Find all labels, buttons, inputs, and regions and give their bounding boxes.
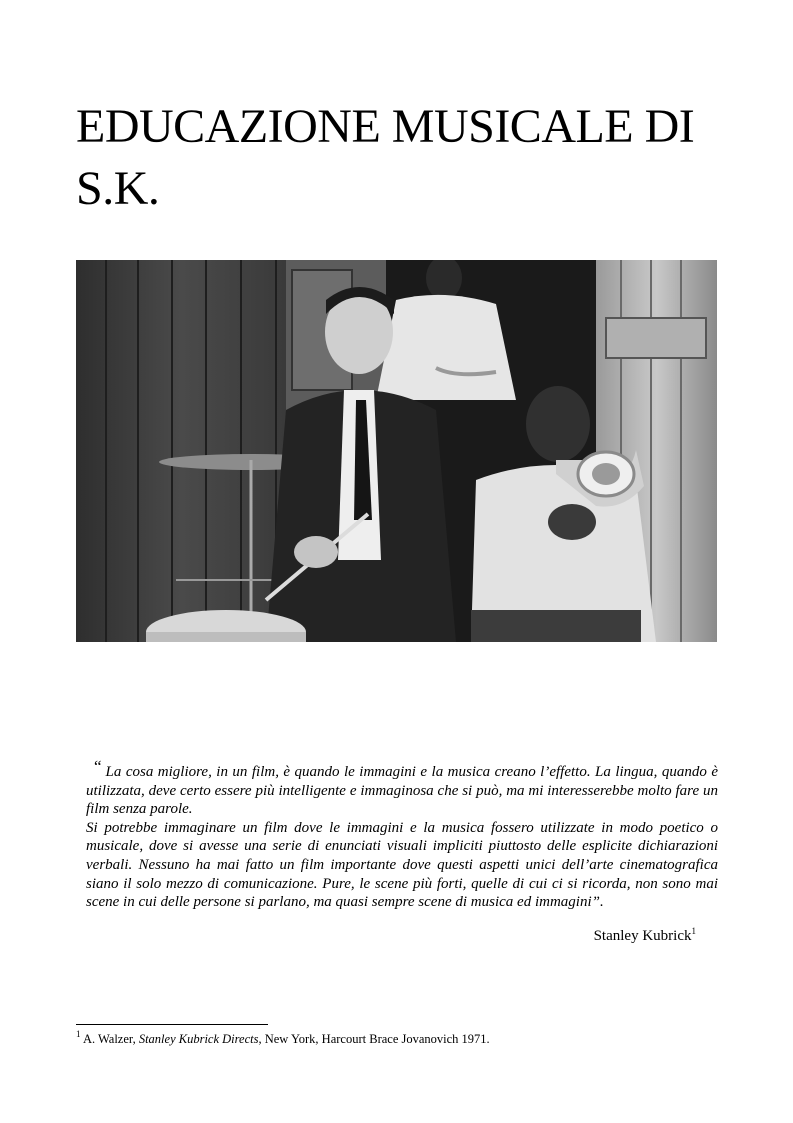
open-quote-mark: “ (94, 757, 102, 776)
quote-paragraph-2: Si potrebbe immaginare un film dove le immagini e la musica fossero utilizzate in modo poetico o musicale, dove si avesse una serie di enunciati visuali impliciti piuttosto delle esplicite dichiarazioni verbali. Nessuno ha mai fatto un film importante dove questi aspetti unici dell’arte cinematografica siano il solo mezzo di comunicazione. Pure, le scene più forti, quelle di cui ci si ricorda, non sono mai scene in cui delle persone si parlano, ma quasi sempre scene di musica ed immagini”. (86, 819, 718, 911)
footnote-divider (76, 1024, 268, 1025)
footnote-number: 1 (76, 1029, 81, 1039)
black-and-white-photo (76, 260, 717, 642)
quote-paragraph-1 (86, 758, 718, 819)
footnote-author: A. Walzer, (82, 1032, 136, 1046)
footnote-publication: , New York, Harcourt Brace Jovanovich 1971. (258, 1032, 490, 1046)
footnote-reference[interactable]: 1 (691, 926, 696, 936)
photo-illustration (76, 260, 717, 642)
kubrick-quote (86, 758, 718, 912)
footnote-book-title: Stanley Kubrick Directs (138, 1032, 259, 1046)
quote-paragraph-1-text: La cosa migliore, in un film, è quando le immagini e la musica creano l’effetto. La lingua, quando è utilizzata, deve certo essere più intelligente e immaginosa che si può, ma mi interesserebbe molto fare un film senza parole. (86, 764, 718, 818)
page-title: EDUCAZIONE MUSICALE DI S.K. (76, 100, 695, 215)
quote-attribution (480, 926, 696, 946)
attribution-name: Stanley Kubrick (593, 928, 692, 944)
footnote (76, 1031, 716, 1047)
